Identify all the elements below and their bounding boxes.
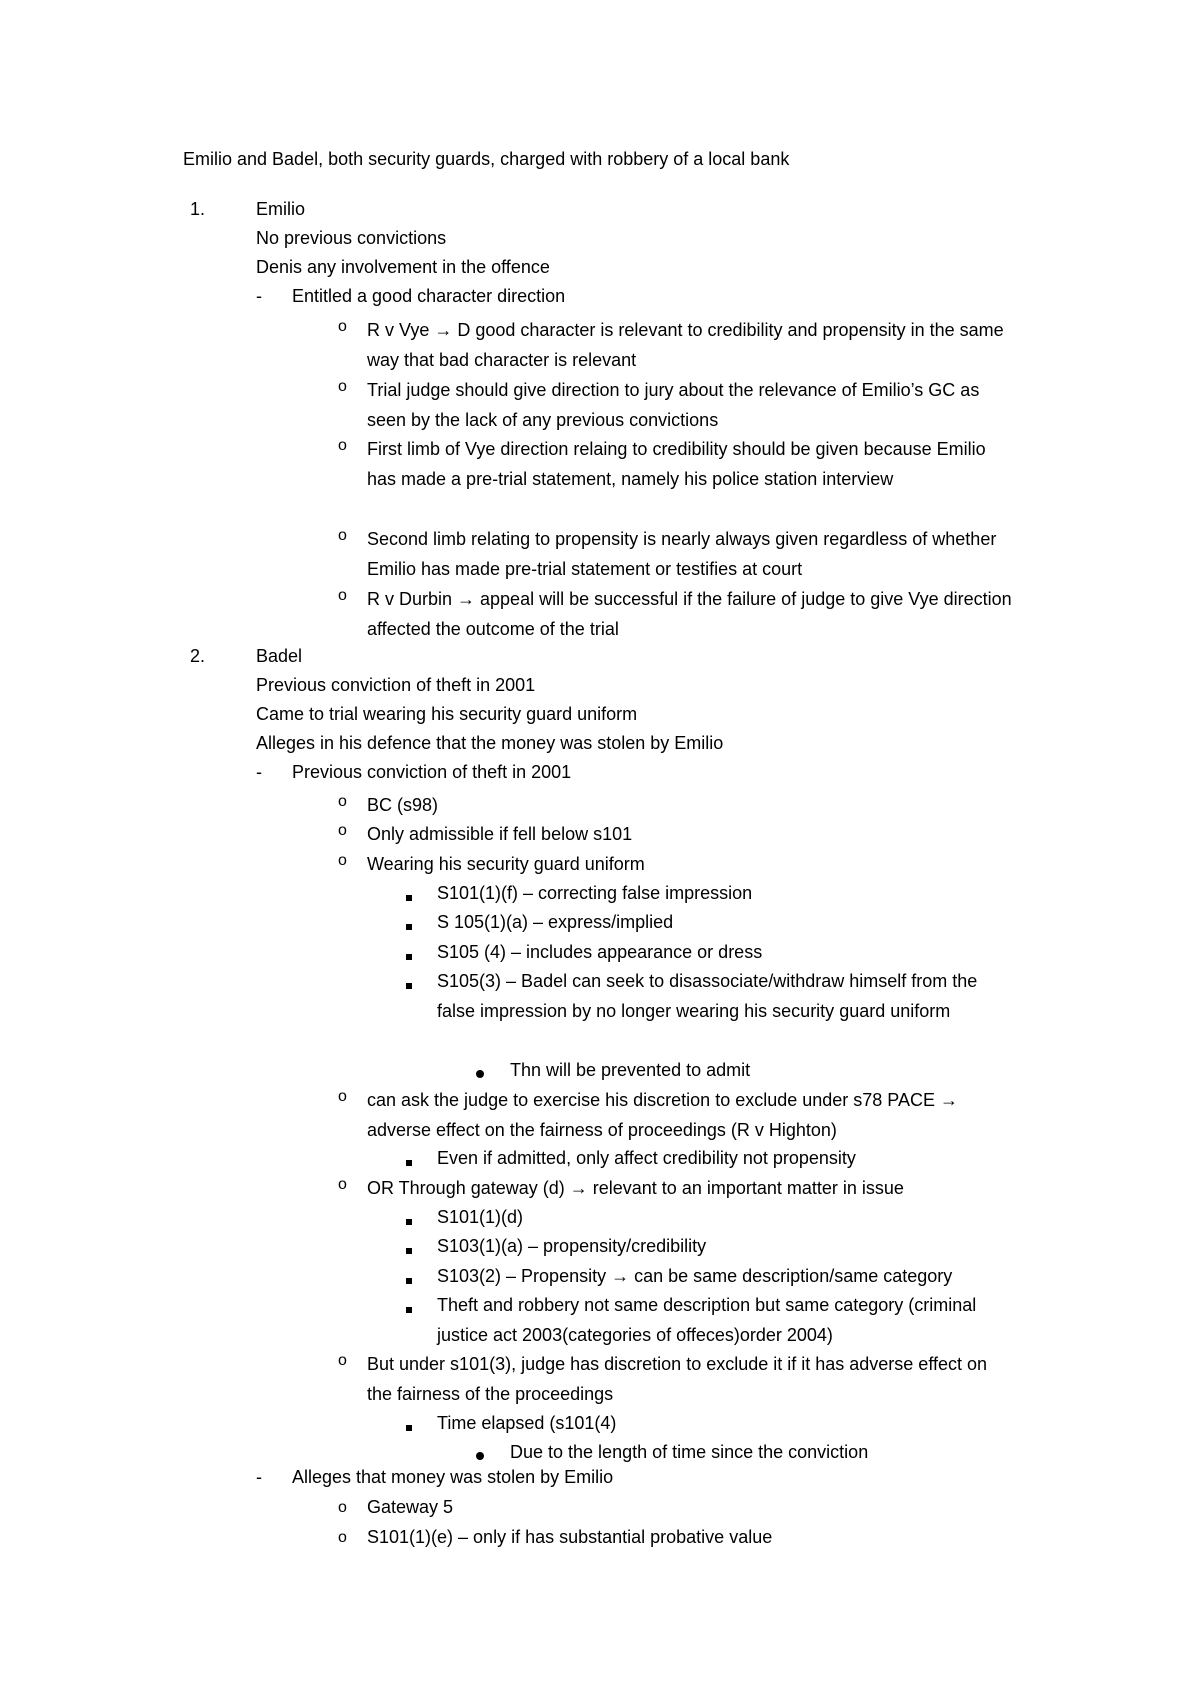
dash-item: Alleges that money was stolen by Emilio [292,1467,614,1487]
sub-point: Trial judge should give direction to jury about the relevance of Emilio’s GC as seen by the lack of any previous convictions [367,380,980,430]
fact-line: Previous conviction of theft in 2001 [256,675,536,695]
circle-bullet: o [338,437,347,454]
dash-bullet: - [256,286,262,306]
square-bullet [406,1151,412,1173]
circle-bullet: o [338,822,347,839]
square-bullet [406,1269,412,1291]
document-title: Emilio and Badel, both security guards, charged with robbery of a local bank [183,149,790,169]
sub-point: Theft and robbery not same description but same category (criminal justice act 2003(categories of offeces)order 2004) [437,1295,977,1345]
sub-point: R v Durbin → appeal will be successful if the failure of judge to give Vye direction affected the outcome of the trial [367,589,1012,639]
dash-item: Previous conviction of theft in 2001 [292,762,572,782]
square-bullet [406,945,412,967]
circle-bullet: o [338,1529,347,1546]
dash-bullet: - [256,762,262,782]
section-heading: Emilio [256,199,306,219]
dash-item: Entitled a good character direction [292,286,566,306]
circle-bullet: o [338,1352,347,1369]
square-bullet [406,1298,412,1320]
sub-point: S 105(1)(a) – express/implied [437,912,674,932]
round-bullet [476,1062,484,1084]
circle-bullet: o [338,378,347,395]
square-bullet [406,886,412,908]
circle-bullet: o [338,793,347,810]
sub-point: Time elapsed (s101(4) [437,1413,617,1433]
sub-point: can ask the judge to exercise his discretion to exclude under s78 PACE → adverse effect on the fairness of proceedings (R v Highton) [367,1090,958,1140]
sub-point: BC (s98) [367,795,439,815]
square-bullet [406,1416,412,1438]
circle-bullet: o [338,587,347,604]
sub-point: OR Through gateway (d) → relevant to an important matter in issue [367,1178,904,1198]
circle-bullet: o [338,1176,347,1193]
sub-point: S101(1)(d) [437,1207,524,1227]
sub-point: Even if admitted, only affect credibility not propensity [437,1148,856,1168]
section-number: 2. [190,646,206,666]
section-heading: Badel [256,646,303,666]
sub-point: Wearing his security guard uniform [367,854,645,874]
circle-bullet: o [338,318,347,335]
sub-point: S103(2) – Propensity → can be same description/same category [437,1266,953,1286]
sub-point: Gateway 5 [367,1497,454,1517]
sub-point: But under s101(3), judge has discretion to exclude it if it has adverse effect on the fairness of the proceedings [367,1354,988,1404]
section-number: 1. [190,199,206,219]
sub-point: First limb of Vye direction relaing to credibility should be given because Emilio has made a pre-trial statement, namely his police station interview [367,439,986,489]
round-bullet [476,1444,484,1466]
dash-bullet: - [256,1467,262,1487]
sub-point: Only admissible if fell below s101 [367,824,633,844]
square-bullet [406,1239,412,1261]
sub-point: Second limb relating to propensity is nearly always given regardless of whether Emilio has made pre-trial statement or testifies at court [367,529,997,579]
square-bullet [406,974,412,996]
fact-line: No previous convictions [256,228,447,248]
circle-bullet: o [338,1088,347,1105]
fact-line: Alleges in his defence that the money was stolen by Emilio [256,733,724,753]
circle-bullet: o [338,1499,347,1516]
circle-bullet: o [338,852,347,869]
sub-point: Due to the length of time since the conviction [510,1442,869,1462]
sub-point: R v Vye → D good character is relevant to credibility and propensity in the same way that bad character is relevant [367,320,1004,370]
sub-point: S105(3) – Badel can seek to disassociate/withdraw himself from the false impression by no longer wearing his security guard uniform [437,971,978,1021]
sub-point: S101(1)(e) – only if has substantial probative value [367,1527,773,1547]
fact-line: Came to trial wearing his security guard uniform [256,704,638,724]
square-bullet [406,1210,412,1232]
square-bullet [406,915,412,937]
sub-point: S105 (4) – includes appearance or dress [437,942,763,962]
circle-bullet: o [338,527,347,544]
sub-point: Thn will be prevented to admit [510,1060,751,1080]
sub-point: S101(1)(f) – correcting false impression [437,883,753,903]
fact-line: Denis any involvement in the offence [256,257,550,277]
sub-point: S103(1)(a) – propensity/credibility [437,1236,707,1256]
